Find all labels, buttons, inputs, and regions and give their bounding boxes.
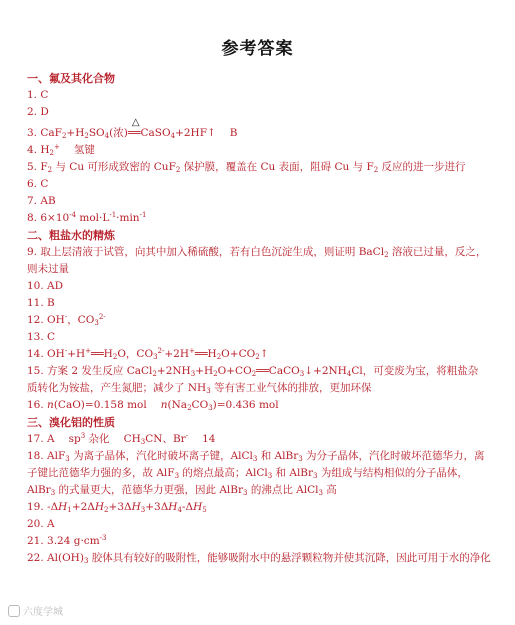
answer-2: 2. D [27, 106, 49, 118]
heat-delta-icon: △ [131, 117, 140, 128]
answer-7: 7. AB [27, 195, 56, 207]
answer-19: 19. $-\Delta H_1+2\Delta H_2+3\Delta H_3+3\Delta H_4-\Delta H_5$ [27, 501, 207, 514]
answer-21: 21. 3.24 $g\cdot cm^{-3}$ [27, 534, 107, 547]
watermark: 六度学城 [8, 603, 63, 618]
answer-20: 20. A [27, 518, 55, 530]
watermark-logo-icon [8, 605, 20, 617]
section-heading-aluminium-bromide: 三、溴化铝的性质 [27, 416, 115, 429]
answer-10: 10. AD [27, 280, 64, 292]
answer-sheet [27, 70, 491, 567]
answer-8: 8. $6\times 10^{-4}$ $mol\cdot L^{-1}\cdot\min^{-1}$ [27, 211, 147, 224]
answer-22: 22. $Al(OH)_3$ 胶体具有较好的吸附性，能够吸附水中的悬浮颗粒物并使其沉降，因此可用于水的净化 [27, 552, 491, 565]
answer-15: 15. 方案 2 发生反应 $CaCl_2+2NH_3+H_2O+CO_2══CaCO_3↓+2NH_4Cl$，可变废为宝，将粗盐杂质转化为铵盐，产生氮肥；减少了 $NH_3$ 等有害工业气体的排放，更加环保 [27, 365, 479, 395]
section-heading-fluorine: 一、氟及其化合物 [27, 72, 115, 85]
answer-17: 17. A $sp^3$ 杂化 $CH_3CN$、Br- 14 [27, 432, 216, 446]
answer-4: 4. $H_2^+$ 氢键 [27, 143, 95, 157]
answer-5: 5. $F_2$ 与 Cu 可形成致密的 CuF$_2$ 保护膜，覆盖在 Cu 表面，阻碍 Cu 与 $F_2$ 反应的进一步进行 [27, 161, 466, 174]
answer-14: 14. $OH^-+H^+══H_2O$，$CO_3^{2-}+2H^+══H_2O+CO_2↑$ [27, 347, 269, 361]
answer-3: 3. $CaF_2+H_2SO_4$(浓) △ ══CaSO$_4$+2HF↑ B [27, 125, 487, 142]
answer-9: 9. 取上层清液于试管，向其中加入稀硫酸，若有白色沉淀生成，则证明 BaCl$_2$ 溶液已过量，反之，则未过量 [27, 246, 487, 275]
answer-6: 6. C [27, 178, 49, 190]
answer-11: 11. B [27, 297, 55, 309]
answer-13: 13. C [27, 331, 56, 343]
page-title: 参考答案 [221, 39, 294, 59]
section-heading-brine: 二、粗盐水的精炼 [27, 229, 115, 242]
answer-18: 18. AlF$_3$ 为离子晶体，汽化时破坏离子键，AlCl$_3$ 和 AlBr$_3$ 为分子晶体，汽化时破坏范德华力，离子键比范德华力强的多，故 AlF$_3$ 的熔点最高；AlCl$_3$ 和 AlBr$_3$ 为组成与结构相似的分子晶体，AlBr$_3$ 的式量更大，范德华力更强，因此 AlBr$_3$ 的沸点比 AlCl$_3$ 高 [27, 450, 485, 497]
answer-12: 12. OH-，$CO_3^{2-}$ [27, 313, 106, 327]
answer-16: 16. n(CaO)=0.158 mol $n(Na_2CO_3)=0.436$ mol [27, 399, 279, 412]
answer-1: 1. C [27, 89, 49, 101]
